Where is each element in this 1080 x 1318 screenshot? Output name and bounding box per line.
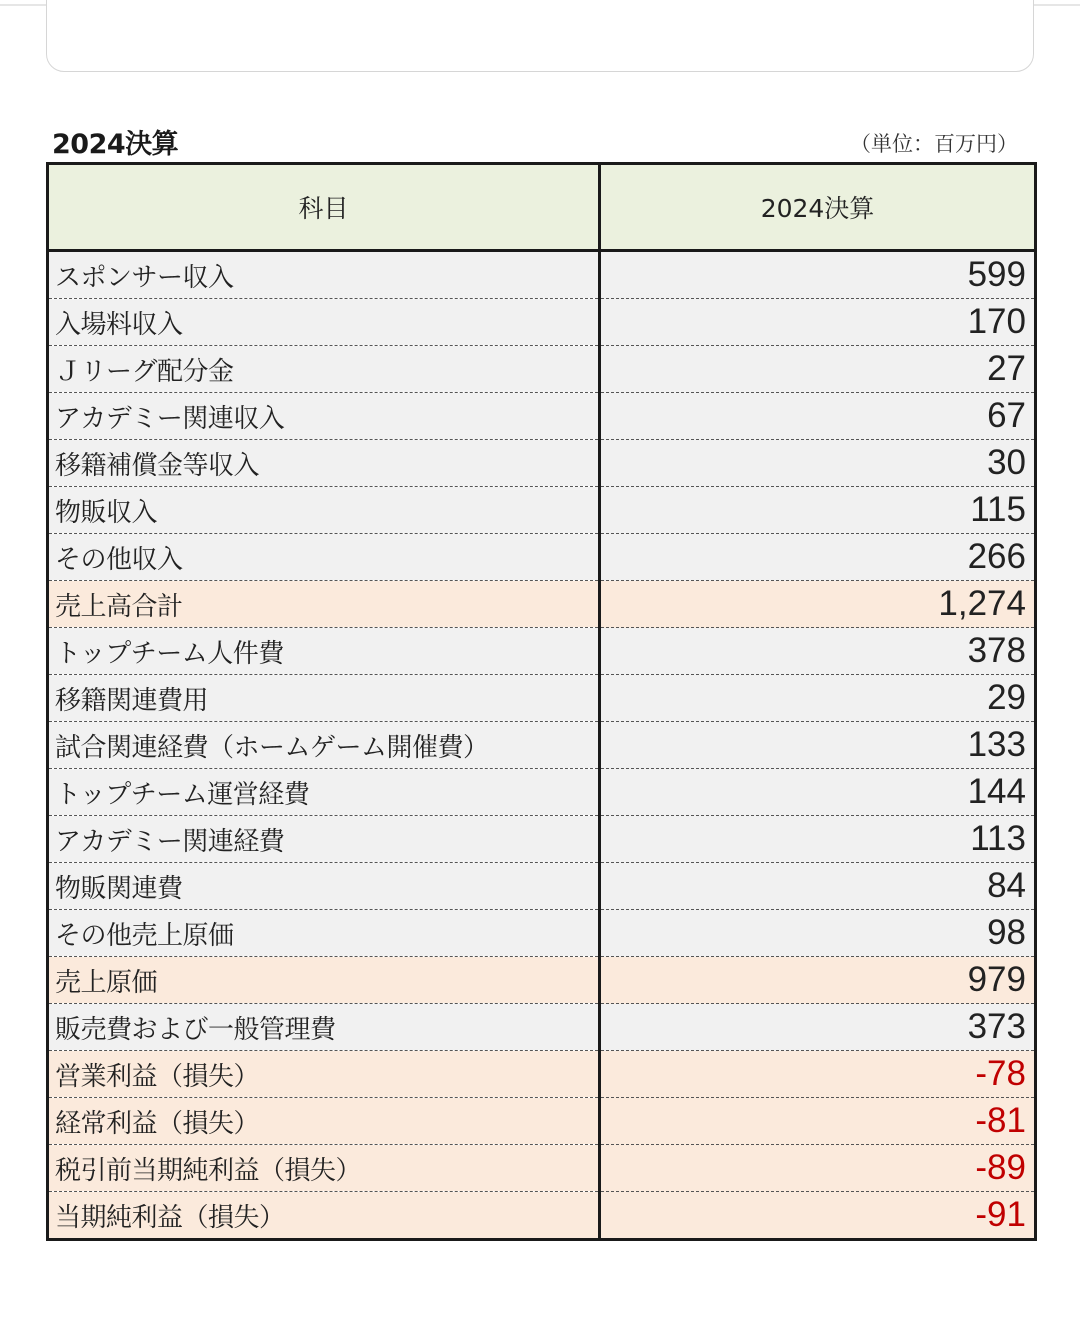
previous-card	[46, 0, 1034, 72]
row-value: -89	[600, 1145, 1036, 1192]
table-row	[48, 440, 1036, 487]
table-title: 2024決算	[52, 129, 179, 160]
row-label: 営業利益（損失）	[48, 1051, 600, 1098]
row-value: 67	[600, 393, 1036, 440]
row-label: 入場料収入	[48, 299, 600, 346]
row-value: 30	[600, 440, 1036, 487]
table-row	[48, 1098, 1036, 1145]
table-row	[48, 816, 1036, 863]
row-label: その他売上原価	[48, 910, 600, 957]
row-label: 移籍補償金等収入	[48, 440, 600, 487]
row-label: アカデミー関連収入	[48, 393, 600, 440]
table-header-row	[48, 164, 1036, 251]
row-value: 373	[600, 1004, 1036, 1051]
row-value: 113	[600, 816, 1036, 863]
row-label: 経常利益（損失）	[48, 1098, 600, 1145]
row-label: Ｊリーグ配分金	[48, 346, 600, 393]
table-row	[48, 1145, 1036, 1192]
row-value: -81	[600, 1098, 1036, 1145]
row-label: 売上原価	[48, 957, 600, 1004]
table-row	[48, 1192, 1036, 1240]
row-value: -91	[600, 1192, 1036, 1240]
row-label: スポンサー収入	[48, 251, 600, 299]
row-value: 84	[600, 863, 1036, 910]
table-row	[48, 346, 1036, 393]
row-value: 378	[600, 628, 1036, 675]
row-value: 98	[600, 910, 1036, 957]
table-row	[48, 393, 1036, 440]
table-row	[48, 1004, 1036, 1051]
row-value: 266	[600, 534, 1036, 581]
financial-table	[46, 162, 1037, 1241]
row-value: 133	[600, 722, 1036, 769]
unit-note: （単位：百万円）	[850, 132, 1018, 156]
table-row	[48, 487, 1036, 534]
row-label: その他収入	[48, 534, 600, 581]
table-row	[48, 957, 1036, 1004]
row-label: トップチーム人件費	[48, 628, 600, 675]
row-value: 599	[600, 251, 1036, 299]
row-value: 115	[600, 487, 1036, 534]
table-row	[48, 722, 1036, 769]
row-label: 当期純利益（損失）	[48, 1192, 600, 1240]
row-value: 27	[600, 346, 1036, 393]
row-value: 979	[600, 957, 1036, 1004]
table-row	[48, 251, 1036, 299]
table-row	[48, 581, 1036, 628]
table-row	[48, 910, 1036, 957]
row-label: 試合関連経費（ホームゲーム開催費）	[48, 722, 600, 769]
table-row	[48, 628, 1036, 675]
table-row	[48, 675, 1036, 722]
header-item: 科目	[48, 164, 600, 251]
row-label: アカデミー関連経費	[48, 816, 600, 863]
row-label: 販売費および一般管理費	[48, 1004, 600, 1051]
row-value: 144	[600, 769, 1036, 816]
row-label: 売上高合計	[48, 581, 600, 628]
row-label: 移籍関連費用	[48, 675, 600, 722]
table-row	[48, 863, 1036, 910]
table-row	[48, 1051, 1036, 1098]
header-year: 2024決算	[600, 164, 1036, 251]
row-value: -78	[600, 1051, 1036, 1098]
table-row	[48, 299, 1036, 346]
row-label: 物販収入	[48, 487, 600, 534]
row-label: トップチーム運営経費	[48, 769, 600, 816]
row-value: 1,274	[600, 581, 1036, 628]
table-row	[48, 534, 1036, 581]
table-row	[48, 769, 1036, 816]
table-body	[48, 251, 1036, 1240]
row-value: 170	[600, 299, 1036, 346]
row-label: 物販関連費	[48, 863, 600, 910]
row-value: 29	[600, 675, 1036, 722]
row-label: 税引前当期純利益（損失）	[48, 1145, 600, 1192]
